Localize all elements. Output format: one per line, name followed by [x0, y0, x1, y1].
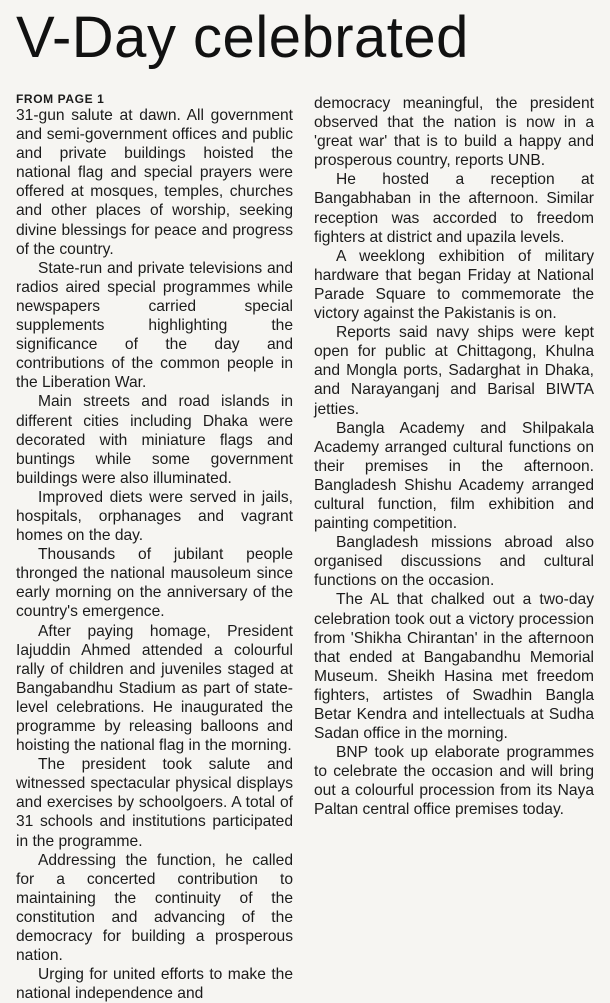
- paragraph: Urging for united efforts to make the national independence and: [16, 966, 293, 1003]
- left-column: [16, 92, 293, 1003]
- right-column: [314, 94, 594, 820]
- paragraph: The president took salute and witnessed spectacular physical displays and exercises by schoolgoers. A total of 31 schools and institutions participated in the programme.: [16, 756, 293, 850]
- kicker: FROM PAGE 1: [16, 92, 105, 106]
- paragraph: democracy meaningful, the president observed that the nation is now in a 'great war' that is to build a happy and prosperous country, reports UNB.: [314, 95, 594, 170]
- paragraph: The AL that chalked out a two-day celebration took out a victory procession from 'Shikha Chirantan' in the afternoon that ended at Bangabandhu Memorial Museum. Sheikh Hasina met freedom fighters, artistes of Swadhin Bangla Betar Kendra and intellectuals at Sudha Sadan office in the morning.: [314, 591, 594, 743]
- paragraph: After paying homage, President Iajuddin Ahmed attended a colourful rally of children and juveniles staged at Bangabandhu Stadium as part of state-level celebrations. He inaugurated the programme by releasing balloons and hoisting the national flag in the morning.: [16, 622, 293, 755]
- paragraph: Reports said navy ships were kept open for public at Chittagong, Khulna and Mongla ports, Sadarghat in Dhaka, and Narayanganj and Barisal BIWTA jetties.: [314, 324, 594, 418]
- paragraph: Bangladesh missions abroad also organised discussions and cultural functions on the occasion.: [314, 534, 594, 590]
- paragraph: State-run and private televisions and radios aired special programmes while newspapers carried special supplements highlighting the significance of the day and contributions of the common people in the Liberation War.: [16, 259, 293, 392]
- paragraph: Addressing the function, he called for a concerted contribution to maintaining the continuity of the constitution and advancing of the democracy for building a prosperous nation.: [16, 851, 293, 965]
- paragraph: 31-gun salute at dawn. All government and semi-government offices and public and private buildings hoisted the national flag and special prayers were offered at mosques, temples, churches and other places of worship, seeking divine blessings for peace and progress of the country.: [16, 107, 293, 258]
- paragraph: Bangla Academy and Shilpakala Academy arranged cultural functions on their premises in the afternoon. Bangladesh Shishu Academy arranged cultural function, film exhibition and painting competition.: [314, 419, 594, 533]
- paragraph: BNP took up elaborate programmes to celebrate the occasion and will bring out a colourful procession from its Naya Paltan central office premises today.: [314, 744, 594, 819]
- paragraph: Improved diets were served in jails, hospitals, orphanages and vagrant homes on the day.: [16, 488, 293, 545]
- headline: V-Day celebrated: [16, 5, 469, 70]
- paragraph: Main streets and road islands in different cities including Dhaka were decorated with miniature flags and buntings while some government buildings were also illuminated.: [16, 393, 293, 487]
- paragraph: A weeklong exhibition of military hardware that began Friday at National Parade Square to commemorate the victory against the Pakistanis is on.: [314, 247, 594, 323]
- paragraph: Thousands of jubilant people thronged the national mausoleum since early morning on the anniversary of the country's emergence.: [16, 546, 293, 621]
- paragraph: He hosted a reception at Bangabhaban in the afternoon. Similar reception was accorded to freedom fighters at district and upazila levels.: [314, 171, 594, 246]
